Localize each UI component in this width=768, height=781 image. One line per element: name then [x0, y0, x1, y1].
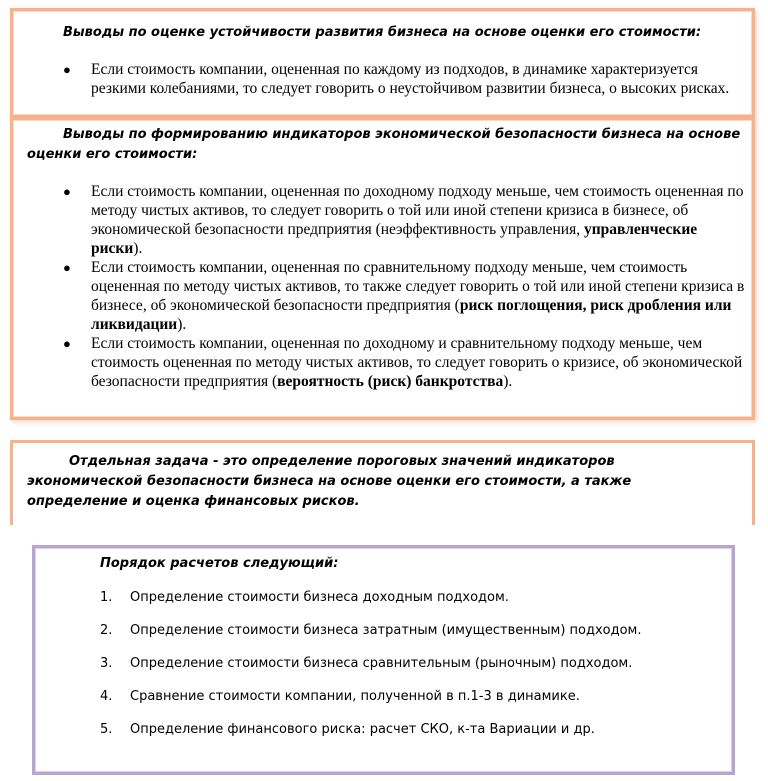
list-item	[63, 334, 746, 391]
list-item	[100, 656, 642, 689]
calculation-order-box	[32, 545, 735, 775]
list-item	[100, 623, 642, 656]
step-number: 4.	[100, 689, 113, 704]
list-item	[63, 258, 746, 334]
step-number: 2.	[100, 623, 113, 638]
bullet-icon: ●	[63, 62, 71, 77]
sustainability-bullet-list	[63, 60, 751, 98]
step-number: 5.	[100, 722, 113, 737]
list-item	[100, 590, 642, 623]
separate-task-text: Отдельная задача - это определение пороговых значений индикаторов экономической безопасности бизнеса на основе оценки его стоимости, а также определение и оценка финансовых рисков.	[27, 454, 632, 509]
calculation-steps-list	[100, 590, 642, 755]
bullet-text: Если стоимость компании, оцененная по доходному и сравнительному подходу меньше, чем стоимость оцененная по методу чистых активов, то следует говорить о кризисе, об экономической безопасности предприятия (	[91, 335, 743, 390]
bullet-tail: ).	[177, 316, 187, 333]
step-text: Определение финансового риска: расчет СКО, к-та Вариации и др.	[130, 722, 595, 737]
step-text: Определение стоимости бизнеса затратным (имущественным) подходом.	[130, 623, 642, 638]
step-text: Сравнение стоимости компании, полученной в п.1-3 в динамике.	[130, 689, 580, 704]
bullet-tail: ).	[133, 240, 143, 257]
list-item	[100, 689, 642, 722]
bullet-tail: ).	[503, 373, 513, 390]
sustainability-conclusions-heading: Выводы по оценке устойчивости развития бизнеса на основе оценки его стоимости:	[63, 25, 702, 40]
security-indicators-heading: Выводы по формированию индикаторов экономической безопасности бизнеса на основе оценки его стоимости:	[27, 127, 741, 162]
bullet-icon: ●	[63, 184, 71, 199]
bullet-text: Если стоимость компании, оцененная по сравнительному подходу меньше, чем стоимость оцененная по методу чистых активов, то также следует говорить о той или иной степени кризиса в бизнесе, об экономической безопасности предприятия (	[91, 259, 745, 314]
step-text: Определение стоимости бизнеса сравнительным (рыночным) подходом.	[130, 656, 633, 671]
bullet-text: Если стоимость компании, оцененная по каждому из подходов, в динамике характеризуется резкими колебаниями, то следует говорить о неустойчивом развитии бизнеса, о высоких рисках.	[91, 61, 730, 97]
bullet-bold-text: вероятность (риск) банкротства	[277, 373, 504, 390]
bullet-bold-text: риск поглощения, риск дробления или ликвидации	[91, 297, 732, 333]
bullet-text: Если стоимость компании, оцененная по доходному подходу меньше, чем стоимость оцененная по методу чистых активов, то следует говорить о той или иной степени кризиса в бизнесе, об экономической безопасности предприятия (неэффективность управления,	[91, 183, 744, 238]
bullet-icon: ●	[63, 336, 71, 351]
security-bullet-list	[63, 182, 746, 391]
separate-task-box	[10, 440, 755, 525]
step-number: 1.	[100, 590, 113, 605]
bullet-bold-text: управленческие риски	[91, 221, 698, 257]
calculation-order-heading: Порядок расчетов следующий:	[100, 556, 339, 571]
sustainability-conclusions-box	[10, 8, 755, 118]
step-number: 3.	[100, 656, 113, 671]
list-item	[63, 182, 746, 258]
step-text: Определение стоимости бизнеса доходным подходом.	[130, 590, 509, 605]
list-item	[100, 722, 642, 755]
list-item	[63, 60, 751, 98]
bullet-icon: ●	[63, 260, 71, 275]
security-indicators-box	[10, 117, 755, 420]
